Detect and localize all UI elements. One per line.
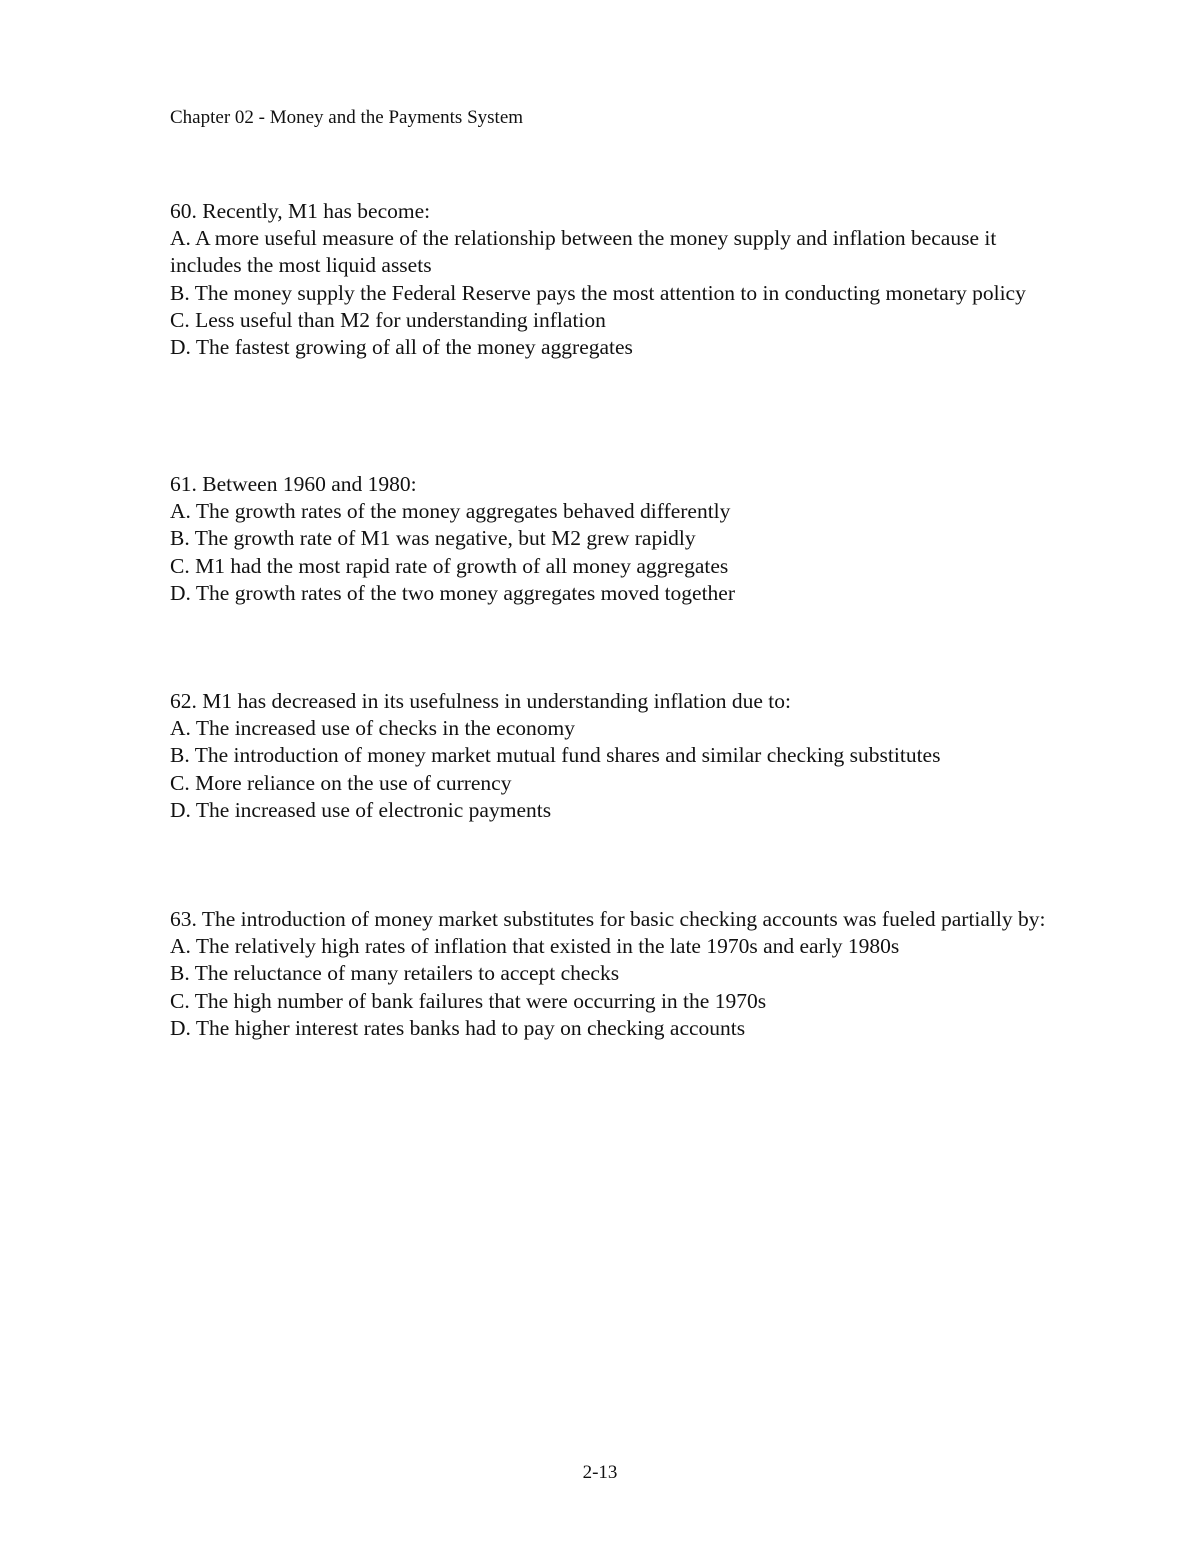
answer-option-c: C. M1 had the most rapid rate of growth of all money aggregates	[170, 553, 729, 578]
question-60	[170, 198, 1070, 361]
answer-option-d: D. The growth rates of the two money aggregates moved together	[170, 580, 736, 605]
answer-option-d: D. The increased use of electronic payments	[170, 797, 552, 822]
answer-option-d: D. The fastest growing of all of the money aggregates	[170, 335, 633, 360]
answer-option-a: A. The growth rates of the money aggregates behaved differently	[170, 499, 731, 524]
question-stem: 61. Between 1960 and 1980:	[170, 472, 417, 496]
answer-option-c: C. Less useful than M2 for understanding inflation	[170, 307, 606, 332]
question-61	[170, 471, 1070, 607]
answer-option-c: C. More reliance on the use of currency	[170, 770, 512, 795]
answer-option-a: A. The increased use of checks in the economy	[170, 716, 575, 741]
question-63	[170, 906, 1070, 1042]
answer-option-b: B. The introduction of money market mutual fund shares and similar checking substitutes	[170, 743, 941, 768]
answer-option-b: B. The growth rate of M1 was negative, but M2 grew rapidly	[170, 526, 696, 551]
page-number: 2-13	[582, 1462, 618, 1483]
answer-option-b: B. The reluctance of many retailers to accept checks	[170, 961, 620, 986]
answer-option-a: A. The relatively high rates of inflation that existed in the late 1970s and early 1980s	[170, 934, 900, 959]
answer-option-d: D. The higher interest rates banks had to pay on checking accounts	[170, 1015, 746, 1040]
answer-option-b: B. The money supply the Federal Reserve pays the most attention to in conducting monetary policy	[170, 280, 1026, 305]
answer-option-a: A. A more useful measure of the relationship between the money supply and inflation because it includes the most liquid assets	[170, 226, 1002, 278]
question-stem: 63. The introduction of money market substitutes for basic checking accounts was fueled partially by:	[170, 907, 1046, 931]
question-stem: 62. M1 has decreased in its usefulness in understanding inflation due to:	[170, 689, 791, 713]
question-62	[170, 688, 1070, 824]
page-header: Chapter 02 - Money and the Payments System	[170, 107, 524, 128]
question-stem: 60. Recently, M1 has become:	[170, 199, 431, 223]
answer-option-c: C. The high number of bank failures that were occurring in the 1970s	[170, 988, 767, 1013]
